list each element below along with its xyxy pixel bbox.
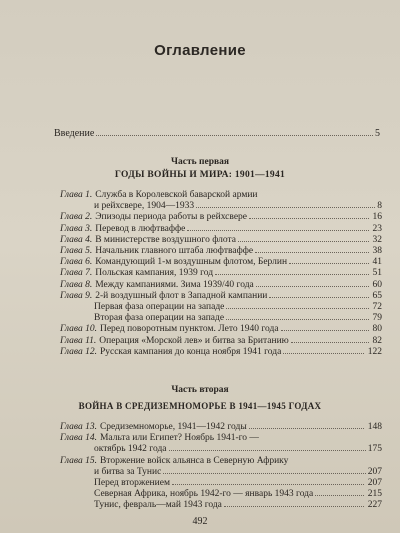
toc-entry-line [60, 456, 382, 467]
chapter-label: Глава 8. [60, 279, 93, 290]
part2-label: Часть вторая [171, 385, 229, 395]
chapter-title: Перед вторжением [94, 478, 170, 489]
toc-entry-line [60, 291, 382, 302]
chapter-page: 207 [367, 478, 382, 489]
toc-entry-line [60, 336, 382, 347]
chapter-page: 79 [372, 313, 382, 324]
leader-dots [169, 450, 366, 451]
chapter-title: Командующий 1-м воздушным флотом, Берлин [95, 257, 288, 268]
leader-dots [269, 297, 368, 298]
chapter-page: 148 [367, 422, 382, 432]
leader-dots [163, 473, 365, 474]
toc-entry-line [60, 190, 382, 201]
toc-entry-line [60, 467, 382, 478]
chapter-page: 122 [367, 346, 382, 357]
toc-entry-line [60, 212, 382, 223]
chapter-page: 65 [372, 290, 382, 301]
chapter-title: Вторжение войск альянса в Северную Африку [99, 455, 289, 466]
chapter-title: В министерстве воздушного флота [95, 234, 236, 245]
chapter-label: Глава 2. [60, 212, 93, 223]
toc-entry-line [60, 500, 382, 511]
chapter-title: Тунис, февраль—май 1943 года [94, 500, 222, 511]
leader-dots [215, 274, 368, 275]
leader-dots [187, 230, 368, 231]
chapter-title: октябрь 1942 года [94, 444, 167, 455]
leader-dots [172, 484, 364, 485]
leader-dots [196, 207, 375, 208]
leader-dots [238, 241, 369, 242]
part1-toc [60, 190, 382, 358]
toc-entry-line [60, 313, 382, 324]
chapter-label: Глава 12. [60, 346, 97, 357]
chapter-title: Польская кампания, 1939 год [95, 268, 214, 279]
chapter-title: Вторая фаза операции на западе [94, 313, 225, 324]
leader-dots [249, 428, 364, 429]
toc-entry-line [60, 444, 382, 455]
part1-label: Часть первая [171, 157, 229, 167]
chapter-label: Глава 15. [60, 455, 97, 466]
chapter-label: Глава 10. [60, 324, 97, 335]
toc-entry-line [60, 268, 382, 279]
chapter-title: Перед поворотным пунктом. Лето 1940 года [99, 324, 279, 335]
leader-dots [224, 506, 364, 507]
leader-dots [96, 135, 373, 136]
chapter-page: 51 [372, 268, 382, 279]
chapter-label: Глава 4. [60, 234, 93, 245]
chapter-label: Глава 9. [60, 290, 93, 301]
leader-dots [226, 319, 368, 320]
page-title: Оглавление [154, 42, 246, 59]
chapter-title: Служба в Королевской баварской армии [95, 190, 258, 200]
leader-dots [283, 353, 363, 354]
toc-entry-line [60, 246, 382, 257]
chapter-label: Глава 6. [60, 257, 93, 268]
page-number: 492 [192, 516, 208, 527]
toc-entry-line [60, 433, 382, 444]
leader-dots [249, 218, 368, 219]
chapter-label: Глава 1. [60, 190, 93, 200]
toc-entry-line [60, 422, 382, 433]
toc-entry-line [60, 257, 382, 268]
leader-dots [226, 308, 368, 309]
leader-dots [281, 330, 369, 331]
leader-dots [256, 286, 369, 287]
chapter-title: Первая фаза операции на западе [94, 302, 225, 313]
chapter-page: 175 [367, 444, 382, 455]
chapter-label: Глава 7. [60, 268, 93, 279]
chapter-page: 227 [367, 500, 382, 511]
chapter-page: 215 [367, 489, 382, 500]
chapter-title: и рейхсвере, 1904—1933 [94, 201, 195, 212]
chapter-title: Средиземноморье, 1941—1942 годы [99, 422, 247, 432]
chapter-title: 2-й воздушный флот в Западной кампании [95, 290, 268, 301]
leader-dots [289, 263, 368, 264]
chapter-title: Русская кампания до конца ноября 1941 года [99, 346, 282, 357]
chapter-page: 72 [372, 302, 382, 313]
chapter-page: 41 [372, 257, 382, 268]
chapter-label: Глава 11. [60, 335, 97, 346]
chapter-page: 60 [372, 279, 382, 290]
chapter-title: Перевод в люфтваффе [95, 223, 186, 234]
toc-entry-line [60, 489, 382, 500]
leader-dots [255, 252, 368, 253]
leader-dots [315, 495, 364, 496]
chapter-page: 207 [367, 466, 382, 477]
chapter-page: 82 [372, 335, 382, 346]
toc-intro-label: Введение [54, 128, 95, 139]
toc-entry-line [60, 280, 382, 291]
chapter-title: Эпизоды периода работы в рейхсвере [95, 212, 248, 223]
toc-entry-line [60, 302, 382, 313]
part1-title: ГОДЫ ВОЙНЫ И МИРА: 1901—1941 [114, 170, 286, 180]
toc-entry-line [60, 324, 382, 335]
toc-entry-line [60, 201, 382, 212]
toc-intro-page: 5 [375, 128, 380, 139]
chapter-label: Глава 13. [60, 422, 97, 432]
chapter-title: Северная Африка, ноябрь 1942-го — январь 1943 года [94, 489, 314, 500]
chapter-label: Глава 3. [60, 223, 93, 234]
chapter-page: 8 [377, 201, 382, 212]
chapter-page: 32 [372, 234, 382, 245]
chapter-page: 80 [372, 324, 382, 335]
toc-entry-line [60, 347, 382, 358]
toc-entry-line [60, 235, 382, 246]
chapter-page: 23 [372, 223, 382, 234]
part2-title: ВОЙНА В СРЕДИЗЕМНОМОРЬЕ В 1941—1945 ГОДАХ [78, 401, 322, 411]
toc-entry-line [60, 224, 382, 235]
chapter-title: Мальта или Египет? Ноябрь 1941-го — [99, 433, 259, 444]
chapter-label: Глава 14. [60, 433, 97, 444]
chapter-title: Операция «Морской лев» и битва за Британию [99, 335, 289, 346]
chapter-page: 38 [372, 246, 382, 257]
chapter-title: и битва за Тунис [94, 466, 162, 477]
toc-intro-row [54, 128, 380, 139]
part2-toc [60, 422, 382, 512]
chapter-title: Между кампаниями. Зима 1939/40 года [95, 279, 254, 290]
chapter-page: 16 [372, 212, 382, 223]
chapter-label: Глава 5. [60, 246, 93, 257]
toc-entry-line [60, 478, 382, 489]
chapter-title: Начальник главного штаба люфтваффе [95, 246, 254, 257]
leader-dots [291, 342, 369, 343]
